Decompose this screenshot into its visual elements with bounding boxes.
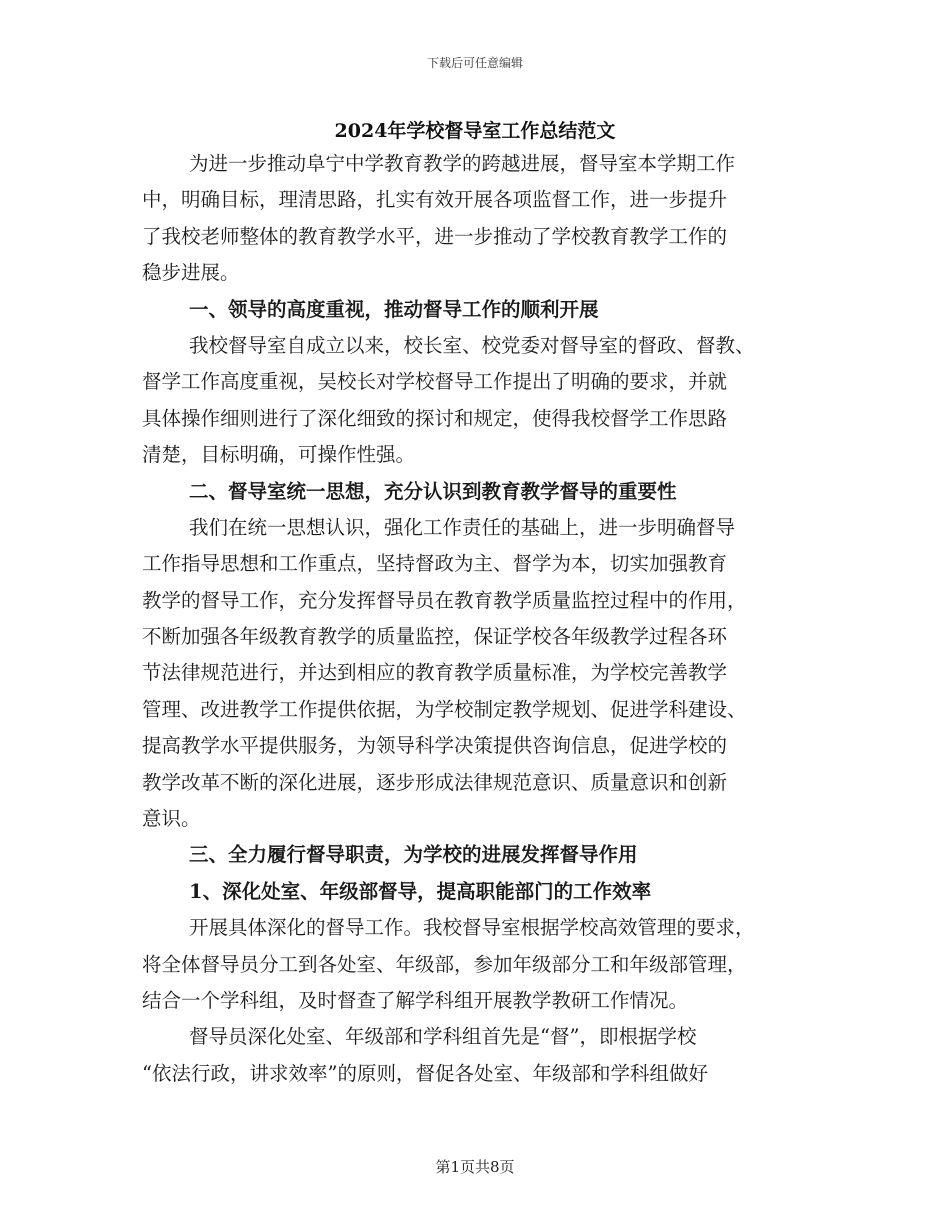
body-text-line: 工作指导思想和工作重点，坚持督政为主、督学为本，切实加强教育 xyxy=(142,552,728,576)
document-title: 2024年学校督导室工作总结范文 xyxy=(334,120,616,142)
document-body xyxy=(142,146,807,1092)
body-text-line: 不断加强各年级教育教学的质量监控，保证学校各年级教学过程各环 xyxy=(142,625,728,649)
body-text-line: 为进一步推动阜宁中学教育教学的跨越进展，督导室本学期工作 xyxy=(189,152,736,175)
page-header-note: 下载后可任意编辑 xyxy=(426,56,523,70)
body-text-line: 稳步进展。 xyxy=(142,261,240,285)
body-text-line: 管理、改进教学工作提供依据，为学校制定教学规划、促进学科建设、 xyxy=(142,697,747,721)
body-text-line: 督导员深化处室、年级部和学科组首先是“督”，即根据学校 xyxy=(189,1025,697,1049)
body-text-line: 开展具体深化的督导工作。我校督导室根据学校高效管理的要求， xyxy=(189,916,755,940)
body-text-line: 了我校老师整体的教育教学水平，进一步推动了学校教育教学工作的 xyxy=(142,224,728,248)
section-heading-line: 一、领导的高度重视，推动督导工作的顺利开展 xyxy=(189,297,599,321)
body-text-line: 结合一个学科组，及时督查了解学科组开展教学教研工作情况。 xyxy=(142,988,689,1012)
page-number-footer: 第1页共8页 xyxy=(435,1158,515,1176)
body-text-line: 教学的督导工作，充分发挥督导员在教育教学质量监控过程中的作用， xyxy=(142,588,747,612)
body-text-line: 将全体督导员分工到各处室、年级部，参加年级部分工和年级部管理， xyxy=(142,952,747,976)
section-heading-line: 二、督导室统一思想，充分认识到教育教学督导的重要性 xyxy=(189,479,677,503)
body-text-line: 督学工作高度重视，吴校长对学校督导工作提出了明确的要求，并就 xyxy=(142,370,728,394)
body-text-line: 我们在统一思想认识，强化工作责任的基础上，进一步明确督导 xyxy=(189,515,736,539)
body-text-line: 节法律规范进行，并达到相应的教育教学质量标准，为学校完善教学 xyxy=(142,661,728,685)
body-text-line: “依法行政，讲求效率”的原则，督促各处室、年级部和学科组做好 xyxy=(142,1061,708,1085)
body-text-line: 意识。 xyxy=(142,807,201,831)
body-text-line: 我校督导室自成立以来，校长室、校党委对督导室的督政、督教、 xyxy=(189,333,755,357)
body-text-line: 提高教学水平提供服务，为领导科学决策提供咨询信息，促进学校的 xyxy=(142,734,728,758)
body-text-line: 教学改革不断的深化进展，逐步形成法律规范意识、质量意识和创新 xyxy=(142,770,728,794)
section-heading-line: 1、深化处室、年级部督导，提高职能部门的工作效率 xyxy=(189,879,652,903)
body-text-line: 清楚，目标明确，可操作性强。 xyxy=(142,443,416,467)
body-text-line: 中，明确目标，理清思路，扎实有效开展各项监督工作，进一步提升 xyxy=(142,188,728,212)
section-heading-line: 三、全力履行督导职责，为学校的进展发挥督导作用 xyxy=(189,843,638,867)
body-text-line: 具体操作细则进行了深化细致的探讨和规定，使得我校督学工作思路 xyxy=(142,406,728,430)
